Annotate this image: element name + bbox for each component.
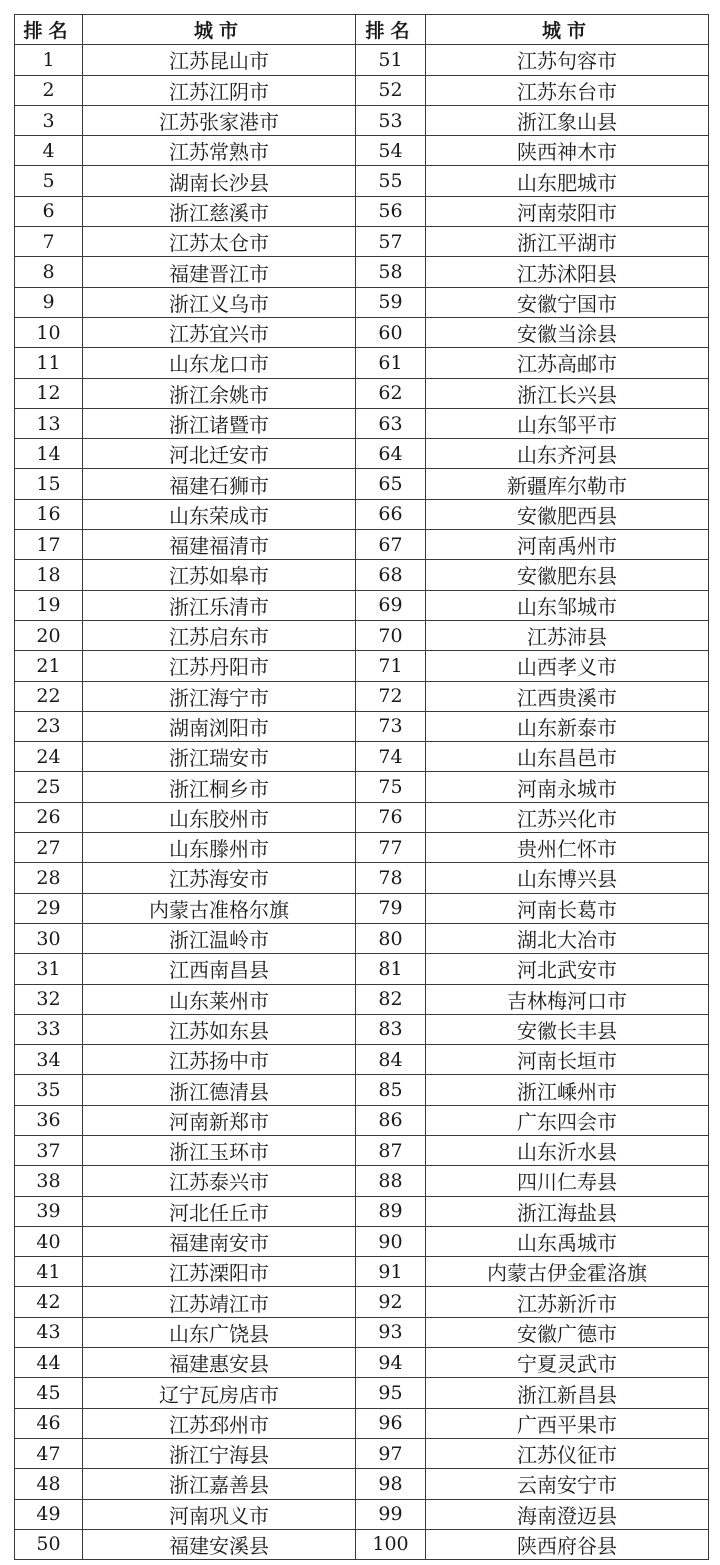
city-cell: 广东四会市 (426, 1105, 709, 1135)
rank-cell: 71 (356, 651, 426, 681)
city-cell: 江苏仪征市 (426, 1438, 709, 1468)
city-cell: 宁夏灵武市 (426, 1348, 709, 1378)
table-row (15, 802, 709, 832)
table-row (15, 651, 709, 681)
table-row (15, 75, 709, 105)
city-cell: 内蒙古伊金霍洛旗 (426, 1257, 709, 1287)
rank-cell: 100 (356, 1529, 426, 1559)
header-rank-left: 排名 (15, 15, 83, 45)
rank-cell: 68 (356, 560, 426, 590)
rank-cell: 85 (356, 1075, 426, 1105)
table-row (15, 408, 709, 438)
rank-cell: 57 (356, 227, 426, 257)
rank-cell: 59 (356, 287, 426, 317)
rank-cell: 24 (15, 742, 83, 772)
rank-cell: 95 (356, 1378, 426, 1408)
city-cell: 江苏靖江市 (83, 1287, 356, 1317)
table-row (15, 893, 709, 923)
rank-cell: 51 (356, 45, 426, 75)
city-cell: 浙江嘉善县 (83, 1469, 356, 1499)
table-row (15, 257, 709, 287)
rank-cell: 29 (15, 893, 83, 923)
city-cell: 广西平果市 (426, 1408, 709, 1438)
rank-cell: 61 (356, 348, 426, 378)
rank-cell: 92 (356, 1287, 426, 1317)
city-cell: 山东广饶县 (83, 1317, 356, 1347)
city-cell: 安徽肥东县 (426, 560, 709, 590)
city-cell: 河南巩义市 (83, 1499, 356, 1529)
city-cell: 江西贵溪市 (426, 681, 709, 711)
rank-cell: 86 (356, 1105, 426, 1135)
table-row (15, 923, 709, 953)
rank-cell: 48 (15, 1469, 83, 1499)
city-cell: 河北武安市 (426, 954, 709, 984)
rank-cell: 10 (15, 317, 83, 347)
city-cell: 浙江嵊州市 (426, 1075, 709, 1105)
rank-cell: 66 (356, 499, 426, 529)
table-row (15, 1287, 709, 1317)
rank-cell: 50 (15, 1529, 83, 1559)
rank-cell: 2 (15, 75, 83, 105)
city-cell: 河南永城市 (426, 772, 709, 802)
city-cell: 安徽当涂县 (426, 317, 709, 347)
rank-cell: 54 (356, 136, 426, 166)
rank-cell: 12 (15, 378, 83, 408)
city-cell: 浙江德清县 (83, 1075, 356, 1105)
city-cell: 山东胶州市 (83, 802, 356, 832)
city-cell: 山东滕州市 (83, 833, 356, 863)
rank-cell: 93 (356, 1317, 426, 1347)
city-cell: 河南荥阳市 (426, 196, 709, 226)
rank-cell: 45 (15, 1378, 83, 1408)
rank-cell: 94 (356, 1348, 426, 1378)
city-cell: 浙江玉环市 (83, 1135, 356, 1165)
city-cell: 江苏邳州市 (83, 1408, 356, 1438)
table-row (15, 620, 709, 650)
rank-cell: 72 (356, 681, 426, 711)
city-cell: 辽宁瓦房店市 (83, 1378, 356, 1408)
city-cell: 山西孝义市 (426, 651, 709, 681)
city-cell: 贵州仁怀市 (426, 833, 709, 863)
rank-cell: 75 (356, 772, 426, 802)
rank-cell: 40 (15, 1226, 83, 1256)
city-cell: 山东龙口市 (83, 348, 356, 378)
table-row (15, 1469, 709, 1499)
rank-cell: 4 (15, 136, 83, 166)
city-cell: 江苏扬中市 (83, 1045, 356, 1075)
rank-cell: 63 (356, 408, 426, 438)
table-row (15, 1226, 709, 1256)
rank-cell: 14 (15, 439, 83, 469)
rank-cell: 64 (356, 439, 426, 469)
rank-cell: 69 (356, 590, 426, 620)
city-cell: 江苏宜兴市 (83, 317, 356, 347)
table-row (15, 105, 709, 135)
city-cell: 山东博兴县 (426, 863, 709, 893)
rank-cell: 20 (15, 620, 83, 650)
city-cell: 福建安溪县 (83, 1529, 356, 1559)
city-cell: 河北迁安市 (83, 439, 356, 469)
city-cell: 湖南浏阳市 (83, 711, 356, 741)
rank-cell: 19 (15, 590, 83, 620)
rank-cell: 31 (15, 954, 83, 984)
rank-cell: 58 (356, 257, 426, 287)
city-cell: 吉林梅河口市 (426, 984, 709, 1014)
city-cell: 浙江桐乡市 (83, 772, 356, 802)
rank-cell: 60 (356, 317, 426, 347)
table-row (15, 742, 709, 772)
rank-cell: 26 (15, 802, 83, 832)
rank-cell: 16 (15, 499, 83, 529)
city-cell: 山东昌邑市 (426, 742, 709, 772)
city-cell: 江苏沭阳县 (426, 257, 709, 287)
city-cell: 内蒙古准格尔旗 (83, 893, 356, 923)
city-cell: 福建惠安县 (83, 1348, 356, 1378)
city-cell: 福建南安市 (83, 1226, 356, 1256)
table-row (15, 590, 709, 620)
rank-cell: 67 (356, 530, 426, 560)
city-cell: 新疆库尔勒市 (426, 469, 709, 499)
rank-cell: 91 (356, 1257, 426, 1287)
table-row (15, 1196, 709, 1226)
table-row (15, 530, 709, 560)
rank-cell: 77 (356, 833, 426, 863)
table-row (15, 954, 709, 984)
rank-cell: 49 (15, 1499, 83, 1529)
rank-cell: 1 (15, 45, 83, 75)
city-cell: 浙江长兴县 (426, 378, 709, 408)
table-body (15, 45, 709, 1560)
city-cell: 浙江海盐县 (426, 1196, 709, 1226)
rank-cell: 73 (356, 711, 426, 741)
city-cell: 四川仁寿县 (426, 1166, 709, 1196)
rank-cell: 81 (356, 954, 426, 984)
city-cell: 江苏丹阳市 (83, 651, 356, 681)
rank-cell: 97 (356, 1438, 426, 1468)
rank-cell: 82 (356, 984, 426, 1014)
city-cell: 江苏泰兴市 (83, 1166, 356, 1196)
rank-cell: 76 (356, 802, 426, 832)
rank-cell: 6 (15, 196, 83, 226)
table-row (15, 1317, 709, 1347)
city-cell: 江苏启东市 (83, 620, 356, 650)
table-row (15, 711, 709, 741)
table-row (15, 287, 709, 317)
city-cell: 江西南昌县 (83, 954, 356, 984)
rank-cell: 30 (15, 923, 83, 953)
city-cell: 安徽宁国市 (426, 287, 709, 317)
city-cell: 山东禹城市 (426, 1226, 709, 1256)
rank-cell: 62 (356, 378, 426, 408)
county-ranking-table (14, 14, 709, 1560)
table-row (15, 1166, 709, 1196)
city-cell: 浙江余姚市 (83, 378, 356, 408)
table-row (15, 1348, 709, 1378)
table-row (15, 1529, 709, 1559)
rank-cell: 74 (356, 742, 426, 772)
city-cell: 山东邹城市 (426, 590, 709, 620)
city-cell: 山东莱州市 (83, 984, 356, 1014)
city-cell: 安徽广德市 (426, 1317, 709, 1347)
table-row (15, 317, 709, 347)
rank-cell: 32 (15, 984, 83, 1014)
city-cell: 浙江象山县 (426, 105, 709, 135)
rank-cell: 7 (15, 227, 83, 257)
table-row (15, 1105, 709, 1135)
rank-cell: 17 (15, 530, 83, 560)
city-cell: 山东新泰市 (426, 711, 709, 741)
city-cell: 江苏张家港市 (83, 105, 356, 135)
city-cell: 江苏海安市 (83, 863, 356, 893)
rank-cell: 53 (356, 105, 426, 135)
rank-cell: 37 (15, 1135, 83, 1165)
city-cell: 海南澄迈县 (426, 1499, 709, 1529)
rank-cell: 11 (15, 348, 83, 378)
rank-cell: 88 (356, 1166, 426, 1196)
city-cell: 江苏兴化市 (426, 802, 709, 832)
rank-cell: 8 (15, 257, 83, 287)
rank-cell: 56 (356, 196, 426, 226)
city-cell: 山东肥城市 (426, 166, 709, 196)
rank-cell: 96 (356, 1408, 426, 1438)
rank-cell: 23 (15, 711, 83, 741)
rank-cell: 38 (15, 1166, 83, 1196)
table-row (15, 1257, 709, 1287)
rank-cell: 99 (356, 1499, 426, 1529)
city-cell: 河南长葛市 (426, 893, 709, 923)
city-cell: 河南新郑市 (83, 1105, 356, 1135)
table-row (15, 469, 709, 499)
rank-cell: 78 (356, 863, 426, 893)
city-cell: 山东齐河县 (426, 439, 709, 469)
rank-cell: 90 (356, 1226, 426, 1256)
table-row (15, 378, 709, 408)
table-row (15, 1408, 709, 1438)
rank-cell: 18 (15, 560, 83, 590)
rank-cell: 21 (15, 651, 83, 681)
rank-cell: 98 (356, 1469, 426, 1499)
rank-cell: 41 (15, 1257, 83, 1287)
city-cell: 安徽肥西县 (426, 499, 709, 529)
rank-cell: 70 (356, 620, 426, 650)
city-cell: 陕西神木市 (426, 136, 709, 166)
city-cell: 江苏新沂市 (426, 1287, 709, 1317)
city-cell: 江苏如皋市 (83, 560, 356, 590)
table-row (15, 45, 709, 75)
rank-cell: 35 (15, 1075, 83, 1105)
table-row (15, 166, 709, 196)
table-row (15, 1378, 709, 1408)
table-row (15, 227, 709, 257)
rank-cell: 47 (15, 1438, 83, 1468)
city-cell: 福建石狮市 (83, 469, 356, 499)
table-row (15, 681, 709, 711)
rank-cell: 52 (356, 75, 426, 105)
header-city-left: 城市 (83, 15, 356, 45)
rank-cell: 5 (15, 166, 83, 196)
rank-cell: 87 (356, 1135, 426, 1165)
city-cell: 浙江义乌市 (83, 287, 356, 317)
city-cell: 福建福清市 (83, 530, 356, 560)
city-cell: 江苏江阴市 (83, 75, 356, 105)
city-cell: 浙江温岭市 (83, 923, 356, 953)
rank-cell: 33 (15, 1014, 83, 1044)
rank-cell: 9 (15, 287, 83, 317)
city-cell: 山东邹平市 (426, 408, 709, 438)
rank-cell: 46 (15, 1408, 83, 1438)
rank-cell: 65 (356, 469, 426, 499)
table-header-row (15, 15, 709, 45)
rank-cell: 13 (15, 408, 83, 438)
rank-cell: 27 (15, 833, 83, 863)
city-cell: 江苏常熟市 (83, 136, 356, 166)
city-cell: 江苏溧阳市 (83, 1257, 356, 1287)
rank-cell: 80 (356, 923, 426, 953)
rank-cell: 25 (15, 772, 83, 802)
table-row (15, 863, 709, 893)
rank-cell: 84 (356, 1045, 426, 1075)
rank-cell: 43 (15, 1317, 83, 1347)
table-row (15, 499, 709, 529)
rank-cell: 34 (15, 1045, 83, 1075)
city-cell: 浙江瑞安市 (83, 742, 356, 772)
city-cell: 江苏东台市 (426, 75, 709, 105)
table-row (15, 1499, 709, 1529)
rank-cell: 42 (15, 1287, 83, 1317)
table-row (15, 196, 709, 226)
city-cell: 山东沂水县 (426, 1135, 709, 1165)
rank-cell: 39 (15, 1196, 83, 1226)
city-cell: 浙江海宁市 (83, 681, 356, 711)
city-cell: 福建晋江市 (83, 257, 356, 287)
city-cell: 浙江宁海县 (83, 1438, 356, 1468)
city-cell: 浙江乐清市 (83, 590, 356, 620)
table-row (15, 1075, 709, 1105)
table-row (15, 1014, 709, 1044)
city-cell: 浙江慈溪市 (83, 196, 356, 226)
city-cell: 江苏太仓市 (83, 227, 356, 257)
rank-cell: 79 (356, 893, 426, 923)
rank-cell: 83 (356, 1014, 426, 1044)
rank-cell: 55 (356, 166, 426, 196)
header-city-right: 城市 (426, 15, 709, 45)
table-row (15, 348, 709, 378)
city-cell: 河南长垣市 (426, 1045, 709, 1075)
table-row (15, 772, 709, 802)
city-cell: 浙江诸暨市 (83, 408, 356, 438)
rank-cell: 3 (15, 105, 83, 135)
city-cell: 安徽长丰县 (426, 1014, 709, 1044)
rank-cell: 44 (15, 1348, 83, 1378)
table-row (15, 136, 709, 166)
city-cell: 湖南长沙县 (83, 166, 356, 196)
city-cell: 江苏昆山市 (83, 45, 356, 75)
city-cell: 陕西府谷县 (426, 1529, 709, 1559)
city-cell: 湖北大冶市 (426, 923, 709, 953)
table-row (15, 833, 709, 863)
city-cell: 河南禹州市 (426, 530, 709, 560)
city-cell: 浙江平湖市 (426, 227, 709, 257)
city-cell: 山东荣成市 (83, 499, 356, 529)
table-row (15, 1045, 709, 1075)
table-row (15, 1135, 709, 1165)
header-rank-right: 排名 (356, 15, 426, 45)
rank-cell: 36 (15, 1105, 83, 1135)
rank-cell: 22 (15, 681, 83, 711)
city-cell: 江苏高邮市 (426, 348, 709, 378)
city-cell: 云南安宁市 (426, 1469, 709, 1499)
rank-cell: 28 (15, 863, 83, 893)
table-row (15, 984, 709, 1014)
city-cell: 河北任丘市 (83, 1196, 356, 1226)
city-cell: 江苏句容市 (426, 45, 709, 75)
table-row (15, 439, 709, 469)
table-row (15, 1438, 709, 1468)
table-row (15, 560, 709, 590)
city-cell: 江苏如东县 (83, 1014, 356, 1044)
city-cell: 浙江新昌县 (426, 1378, 709, 1408)
rank-cell: 89 (356, 1196, 426, 1226)
rank-cell: 15 (15, 469, 83, 499)
city-cell: 江苏沛县 (426, 620, 709, 650)
